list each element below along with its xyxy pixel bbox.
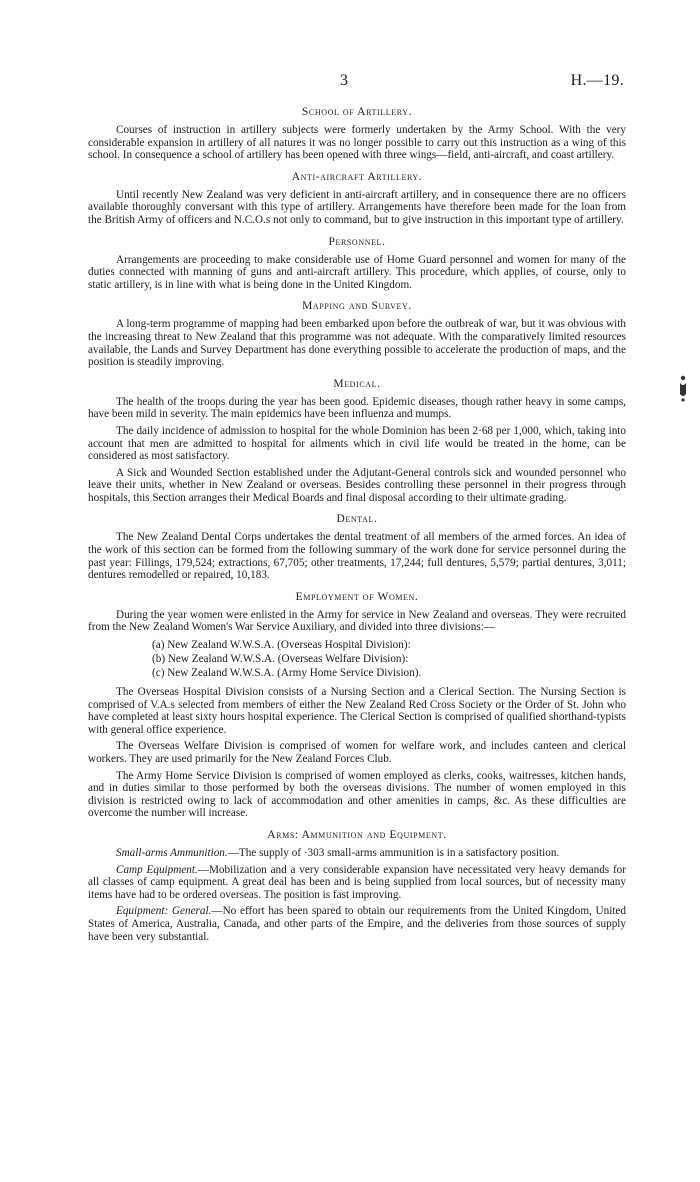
run-in-heading: Camp Equipment. [116,863,198,876]
paragraph: The Overseas Hospital Division consists of a Nursing Section and a Clerical Section. The Nursing Section is comprised of V.A.s selected from members of either the New Zealand Red Cross Society or the Order of St. John who have completed at least sixty hours hospital experience. The Clerical Section is comprised of qualified shorthand-typists with general office experience. [88,686,626,736]
paragraph-camp-equipment [88,864,626,902]
paragraph: Until recently New Zealand was very deficient in anti-aircraft artillery, and in consequence there are no officers available thoroughly conversant with this type of artillery. Arrangements have therefore been made for the loan from the British Army of officers and N.C.O.s not only to command, but to give instruction in this important type of artillery. [88,188,626,226]
section-heading-arms-ammunition-equipment: Arms: Ammunition and Equipment. [267,828,447,841]
paragraph-text: —The supply of ·303 small-arms ammunition is in a satisfactory position. [227,846,560,859]
run-in-heading: Equipment: General. [116,905,212,918]
binding-mark-icon [678,374,688,404]
paragraph: A Sick and Wounded Section established under the Adjutant-General controls sick and wounded personnel who leave their units, whether in New Zealand or overseas. Besides controlling these personnel in their progress through hospitals, this Section arranges their Medical Boards and final disposal according to their ultimate grading. [88,466,626,504]
paragraph: A long-term programme of mapping had been embarked upon before the outbreak of war, but it was obvious with the increasing threat to New Zealand that this programme was not adequate. With the comparatively limited resources available, the Lands and Survey Department has done everything possible to accelerate the production of maps, and the position is steadily improving. [88,318,626,369]
section-heading-mapping-and-survey: Mapping and Survey. [302,300,412,313]
run-in-heading: Small-arms Ammunition. [116,846,228,859]
section-heading-dental: Dental. [336,513,378,526]
paragraph-small-arms-ammunition [88,847,626,860]
divisions-list [152,638,626,680]
paragraph: Courses of instruction in artillery subjects were formerly undertaken by the Army School. With the very considerable expansion in artillery of all natures it was no longer possible to carry out this instruction as a wing of this school. In consequence a school of artillery has been opened with three wings—field, anti-aircraft, and coast artillery. [88,124,626,162]
paragraph: The Overseas Welfare Division is comprised of women for welfare work, and includes canteen and clerical workers. They are used primarily for the New Zealand Forces Club. [88,740,626,765]
page-header [88,72,626,98]
paragraph: The health of the troops during the year has been good. Epidemic diseases, though rather heavy in some camps, have been mild in severity. The main epidemics have been influenza and mumps. [88,395,626,421]
paragraph: Arrangements are proceeding to make considerable use of Home Guard personnel and women for many of the duties connected with manning of guns and anti-aircraft artillery. This procedure, which applies, of course, only to static artillery, is in line with what is being done in the United Kingdom. [88,253,626,291]
list-item: (a) New Zealand W.W.S.A. (Overseas Hospital Division): [152,639,411,652]
paragraph-equipment-general [88,905,626,943]
paragraph-text: —No effort has been spared to obtain our requirements from the United Kingdom, United States of America, Australia, Canada, and other parts of the Empire, and the deliveries from those sources of supply have been very substantial. [88,905,626,943]
paragraph: The Army Home Service Division is comprised of women employed as clerks, cooks, waitresses, kitchen hands, and in duties similar to those performed by both the overseas divisions. The number of women employed in this division is restricted owing to lack of accommodation and other amenities in camps, &c. As these difficulties are overcome the number will increase. [88,769,626,820]
document-page [88,72,626,947]
paragraph-text: —Mobilization and a very considerable expansion have necessitated very heavy demands for all classes of camp equipment. A great deal has been and is being supplied from local sources, but of necessity many items have had to be ordered overseas. The position is fast improving. [88,863,626,901]
paragraph: The daily incidence of admission to hospital for the whole Dominion has been 2·68 per 1,000, which, taking into account that men are admitted to hospital for ailments which in civil life would be treated in the home, can be considered as most satisfactory. [88,424,626,463]
section-heading-personnel: Personnel. [328,235,386,248]
section-heading-anti-aircraft-artillery: Anti-aircraft Artillery. [291,170,423,183]
section-heading-employment-of-women: Employment of Women. [295,590,419,603]
list-item: (b) New Zealand W.W.S.A. (Overseas Welfare Division): [152,653,409,666]
paragraph: During the year women were enlisted in the Army for service in New Zealand and overseas. They were recruited from the New Zealand Women's War Service Auxiliary, and divided into three divisions:— [88,608,626,634]
list-item: (c) New Zealand W.W.S.A. (Army Home Service Division). [152,667,422,680]
paper-reference: H.—19. [570,72,624,89]
paragraph: The New Zealand Dental Corps undertakes the dental treatment of all members of the armed forces. An idea of the work of this section can be formed from the following summary of the work done for service personnel during the past year: Fillings, 179,524; extractions, 67,705; other treatments, 17,244; full dentures, 5,579; partial dentures, 3,011; dentures remodelled or repaired, 10,183. [88,531,626,582]
section-heading-school-of-artillery: School of Artillery. [301,106,413,118]
page-number: 3 [340,72,348,89]
section-heading-medical: Medical. [333,377,381,390]
